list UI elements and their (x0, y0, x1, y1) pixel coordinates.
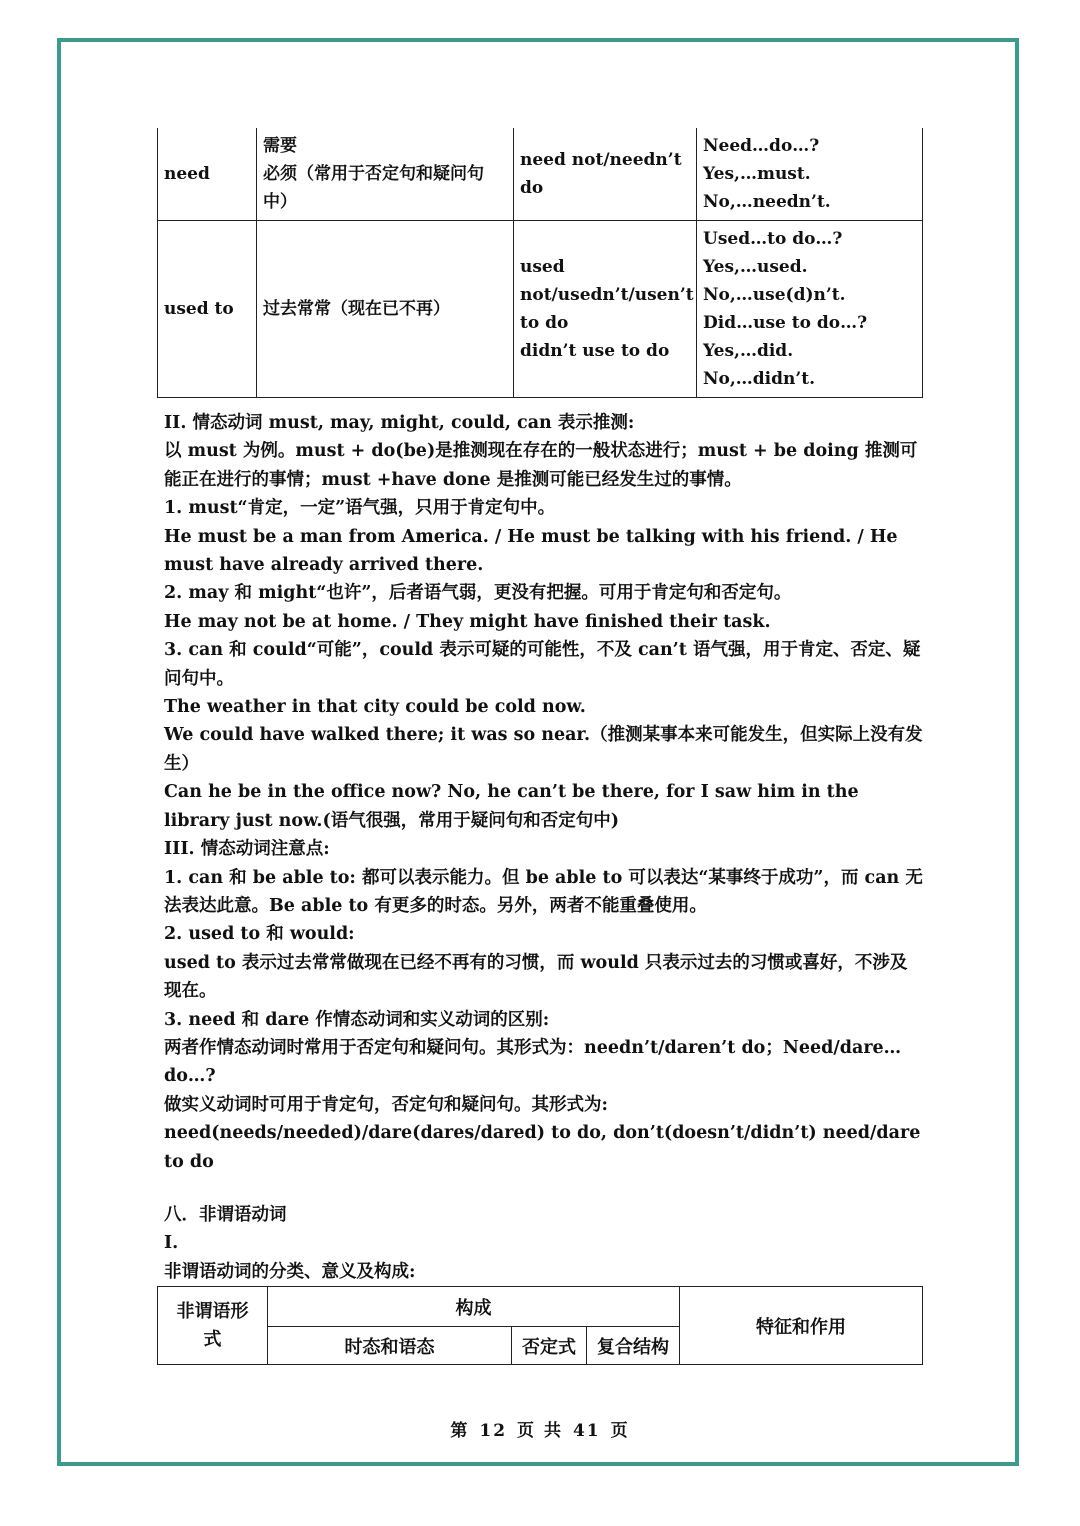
paragraph: 两者作情态动词时常用于否定句和疑问句。其形式为：needn’t/daren’t do；Need/dare…do…? (164, 1037, 902, 1087)
question-line: No,…use(d)n’t. (703, 285, 846, 305)
nonfinite-verbs-table (157, 1286, 923, 1365)
header-composition: 构成 (268, 1287, 680, 1327)
question-line: Did…use to do…? (703, 313, 868, 333)
meaning-cell (257, 128, 514, 221)
page-footer (0, 1416, 1080, 1441)
paragraph: need(needs/needed)/dare(dares/dared) to do, don’t(doesn’t/didn’t) need/dare to do (164, 1123, 921, 1172)
paragraph: 1. can 和 be able to: 都可以表示能力。但 be able to 可以表达“某事终于成功”，而 can 无法表达此意。Be able to 有更多的时态。另外，两者不能重叠使用。 (164, 867, 923, 916)
example: We could have walked there; it was so near.（推测某事本来可能发生，但实际上没有发生） (164, 725, 923, 774)
table-caption: 非谓语动词的分类、意义及构成: (164, 1261, 416, 1282)
question-line: Yes,…must. (703, 164, 811, 184)
negative-line: need not/needn’t do (520, 150, 682, 198)
meaning-line: 必须（常用于否定句和疑问句中） (263, 164, 484, 212)
question-line: Yes,…did. (703, 341, 794, 361)
table-row (158, 1287, 923, 1327)
paragraph: 3. need 和 dare 作情态动词和实义动词的区别: (164, 1009, 550, 1030)
negative-cell (514, 128, 697, 221)
example: He must be a man from America. / He must be talking with his friend. / He must have already arrived there. (164, 526, 898, 576)
header-form: 非谓语形式 (158, 1287, 268, 1365)
meaning-cell (257, 221, 514, 398)
section-heading: III. 情态动词注意点: (164, 839, 330, 860)
page-number: 12 (479, 1421, 508, 1441)
example: Can he be in the office now? No, he can’t be there, for I saw him in the library just now.(语气很强，常用于疑问句和否定句中) (164, 782, 859, 831)
grammar-notes (164, 409, 924, 1176)
paragraph: 1. must“肯定，一定”语气强，只用于肯定句中。 (164, 498, 556, 519)
paragraph: 2. may 和 might“也许”，后者语气弱，更没有把握。可用于肯定句和否定句。 (164, 583, 792, 604)
table-row (158, 128, 923, 221)
paragraph: 以 must 为例。must + do(be)是推测现在存在的一般状态进行；must + be doing 推测可能正在进行的事情；must +have done 是推测可能已经发生过的事情。 (164, 441, 918, 490)
header-compound: 复合结构 (587, 1327, 680, 1365)
section-heading: 八．非谓语动词 (164, 1205, 287, 1225)
total-pages: 41 (572, 1421, 601, 1441)
negative-cell (514, 221, 697, 398)
negative-line: didn’t use to do (520, 341, 670, 361)
footer-middle: 页 共 (517, 1421, 563, 1441)
subsection-label: I. (164, 1233, 179, 1254)
paragraph: 2. used to 和 would: (164, 924, 355, 945)
header-negative: 否定式 (512, 1327, 587, 1365)
verb-cell: need (158, 128, 257, 221)
modal-verbs-table (157, 128, 923, 398)
section-heading: II. 情态动词 must, may, might, could, can 表示推测: (164, 413, 635, 433)
negative-line: used (520, 257, 565, 277)
verb-cell: used to (158, 221, 257, 398)
question-line: No,…didn’t. (703, 369, 816, 389)
question-cell (697, 128, 923, 221)
example: He may not be at home. / They might have finished their task. (164, 611, 771, 632)
header-features: 特征和作用 (680, 1287, 923, 1365)
question-line: Used…to do…? (703, 229, 843, 249)
paragraph: 3. can 和 could“可能”，could 表示可疑的可能性，不及 can’t 语气强，用于肯定、否定、疑问句中。 (164, 640, 921, 689)
meaning-line: 需要 (263, 136, 297, 156)
negative-line: to do (520, 313, 569, 333)
paragraph: 做实义动词时可用于肯定句，否定句和疑问句。其形式为: (164, 1094, 608, 1115)
question-cell (697, 221, 923, 398)
example: The weather in that city could be cold now. (164, 697, 586, 718)
question-line: Need…do…? (703, 136, 820, 156)
header-tense-voice: 时态和语态 (268, 1327, 512, 1365)
question-line: No,…needn’t. (703, 192, 831, 212)
footer-suffix: 页 (610, 1421, 630, 1441)
footer-prefix: 第 (450, 1421, 470, 1441)
paragraph: used to 表示过去常常做现在已经不再有的习惯，而 would 只表示过去的习惯或喜好，不涉及现在。 (164, 952, 908, 1002)
negative-line: not/usedn’t/usen’t (520, 285, 694, 305)
question-line: Yes,…used. (703, 257, 808, 277)
meaning-line: 过去常常（现在已不再） (263, 299, 450, 319)
section-eight (164, 1201, 924, 1286)
table-row (158, 221, 923, 398)
